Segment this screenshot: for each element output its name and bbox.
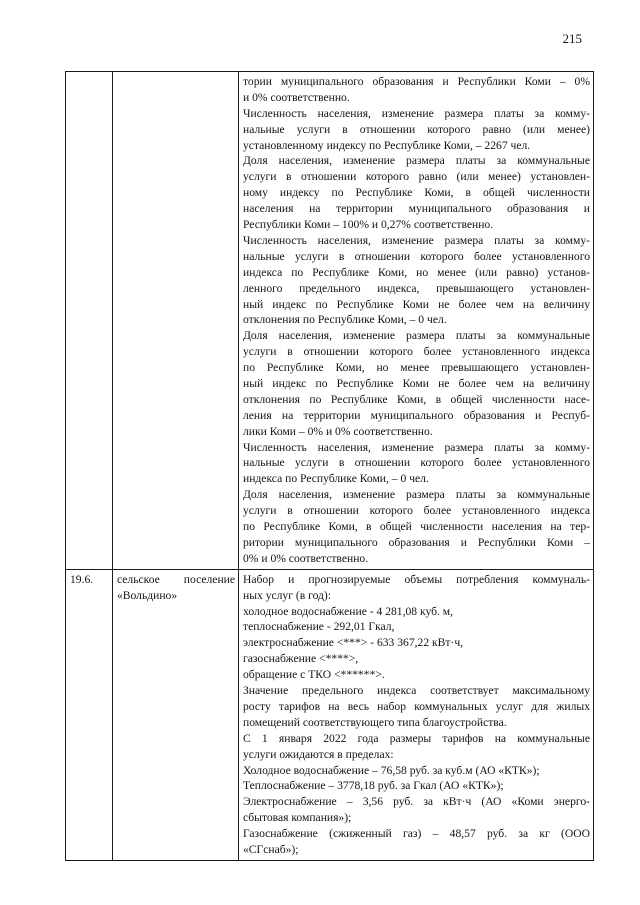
table-row — [66, 72, 594, 570]
text-line: помещений соответствующего типа благоустройства. — [243, 715, 507, 729]
text-line: нальные услуги в отношении которого равно (или менее) — [243, 122, 590, 136]
text-line: отклонения по Республике Коми, – 0 чел. — [243, 313, 447, 327]
text-line: Значение предельного индекса соответствует максимальному — [243, 684, 590, 698]
text-line: Набор и прогнозируемые объемы потребления коммуналь- — [243, 572, 590, 586]
text-line: ному индексу по Республике Коми, в общей численности — [243, 186, 590, 200]
text-line: населения на территории муниципального образования и — [243, 202, 590, 216]
text-line: Численность населения, изменение размера платы за комму- — [243, 233, 590, 247]
municipality-cell — [113, 72, 239, 570]
text-line: ный индекс по Республике Коми не более чем на величину — [243, 376, 590, 390]
table-row — [66, 569, 594, 860]
text-line: услуги в отношении которого более установленного индекса — [243, 345, 590, 359]
row-number-cell — [66, 569, 113, 860]
text-line: Доля населения, изменение размера платы за коммунальные — [243, 154, 590, 168]
text-line: установленному индексу по Республике Коми, – 2267 чел. — [243, 138, 531, 152]
text-line: сбытовая компания»); — [243, 811, 352, 825]
text-line: Электроснабжение – 3,56 руб. за кВт·ч (АО «Коми энерго- — [243, 795, 590, 809]
text-line: электроснабжение <***> - 633 367,22 кВт·ч, — [243, 636, 464, 650]
text-line: ленного предельного индекса, превышающего установлен- — [243, 281, 590, 295]
text-line: Численность населения, изменение размера платы за комму- — [243, 106, 590, 120]
municipality-name-line: «Вольдино» — [117, 588, 178, 602]
text-line: по Республике Коми, но менее превышающего установлен- — [243, 361, 590, 375]
text-line: обращение с ТКО <******>. — [243, 668, 385, 682]
page-number: 215 — [562, 31, 582, 46]
text-line: отклонения по Республике Коми, в общей численности насе- — [243, 392, 590, 406]
text-line: Газоснабжение (сжиженный газ) – 48,57 руб. за кг (ООО — [243, 827, 590, 841]
text-line: услуги в отношении которого более установленного индекса — [243, 504, 590, 518]
text-line: индекса по Республике Коми, – 0 чел. — [243, 472, 429, 486]
text-line: ных услуг (в год): — [243, 588, 332, 602]
text-line: Доля населения, изменение размера платы за коммунальные — [243, 488, 590, 502]
text-line: нальные услуги в отношении которого более установленного — [243, 456, 590, 470]
text-line: Численность населения, изменение размера платы за комму- — [243, 440, 590, 454]
tariff-table — [65, 71, 594, 861]
text-line: холодное водоснабжение - 4 281,08 куб. м, — [243, 604, 454, 618]
text-line: ный индекс по Республике Коми не более чем на величину — [243, 297, 590, 311]
text-line: нальные услуги в отношении которого более установленного — [243, 249, 590, 263]
text-line: Холодное водоснабжение – 76,58 руб. за куб.м (АО «КТК»); — [243, 763, 540, 777]
row-number: 19.6. — [70, 572, 94, 586]
text-line: ритории муниципального образования и Республики Коми – — [243, 535, 590, 549]
text-line: «СГснаб»); — [243, 843, 299, 857]
text-line: теплоснабжение - 292,01 Гкал, — [243, 620, 395, 634]
text-line: росту тарифов на весь набор коммунальных услуг для жилых — [243, 699, 590, 713]
description-cell — [239, 72, 594, 570]
text-line: ления на территории муниципального образования и Респуб- — [243, 408, 590, 422]
text-line: газоснабжение <****>, — [243, 652, 359, 666]
text-line: 0% и 0% соответственно. — [243, 551, 369, 565]
row-number-cell — [66, 72, 113, 570]
municipality-name-line: сельское поселение — [117, 572, 235, 586]
text-line: тории муниципального образования и Республики Коми – 0% — [243, 75, 590, 88]
text-line: Доля населения, изменение размера платы за коммунальные — [243, 329, 590, 343]
text-line: и 0% соответственно. — [243, 90, 350, 104]
municipality-cell — [113, 569, 239, 860]
text-line: Теплоснабжение – 3778,18 руб. за Гкал (АО «КТК»); — [243, 779, 504, 793]
text-line: по Республике Коми, в общей численности населения на тер- — [243, 520, 590, 534]
text-line: лики Коми – 0% и 0% соответственно. — [243, 424, 433, 438]
text-line: услуги в отношении которого равно (или менее) установлен- — [243, 170, 590, 184]
text-line: Республики Коми – 100% и 0,27% соответственно. — [243, 218, 494, 232]
text-line: С 1 января 2022 года размеры тарифов на коммунальные — [243, 731, 590, 745]
text-line: услуги ожидаются в пределах: — [243, 747, 394, 761]
text-line: индекса по Республике Коми, но менее (или равно) установ- — [243, 265, 590, 279]
description-cell — [239, 569, 594, 860]
